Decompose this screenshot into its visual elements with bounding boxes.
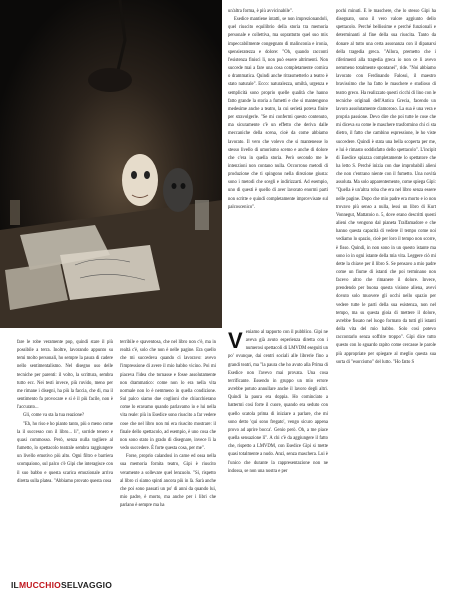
text-column-2 <box>120 339 216 569</box>
paragraph: Gli, come va sta la tua reazione? <box>23 413 85 419</box>
paragraph: eniamo al rapporto con il pubblico. Gipi ne aveva già avuto esperienza diretta con i numerosi spettacoli di LMVDM eseguiti un po' ovunque, dai centri sociali alle librerie fino a grandi teatri, ma "la paura che ho avuto alla Prima di Esedice non l'avevo mai provata. Una cosa terrificante. Essendo in gruppo un mio errore avrebbe potuto annullare anche il lavoro degli altri. Quindi la paura era doppia. Ho cominciato a battermi così forte il cuore, quando era seduto con quello scatola prima di iniziare a parlare, che mi sono detto 'qui sono fregato', vengo sicuro appena provo ad aprire bocca'. Genio però. Oh, a me piace quella sensazione lì". A chi c'è da aggiungere il fatto che, rispetto a LMVDM, con Esedice Gipi si mette quasi totalmente a nudo. Anzi, senza maschera. Lui è l'unico che durante la rappresentazione non ne indossa, se non una nostra e per <box>228 330 328 474</box>
footer-logo-part: MUCCHIO <box>18 580 61 590</box>
footer-logo-part: SELVAGGIO <box>60 580 113 590</box>
magazine-footer-logo <box>11 580 112 590</box>
text-column-1 <box>17 339 113 569</box>
paragraph: "Eh, ho riso e ho pianto tanto, più o meno come la il successo con il libro... li", sorride tenero e quasi commosso. Però, senza nulla togliere al fumetto, lo spettacolo teatrale sembra raggiungere un livello emotivo più alto. Ogni filtro e barriera scompaiono, sul palco c'è Gipi che interagisce con il suo babbo e questa scarica emozionale arriva diretta sulla platea. "Abbiamo provato questa cosa <box>17 421 113 484</box>
text-column-3-lower <box>228 329 328 579</box>
paragraph: Forse, proprio calandosi in carne ed ossa nella sua memoria fornita teatro, Gipi è riuscito veramente a sollevare quel lenzuolo. "Si, rispetto al libro ci siamo spinti ancora più in là. Sarà anche che poi sono passati un po' di anni da quando lui, mio padre, è morto, ma anche per i libri che parlano è sempre ma ha <box>120 454 216 509</box>
paragraph: pochi minuti. E le maschere, che lo stesso Gipi ha disegnato, sono il vero valore aggiunto dello spettacolo. Perché bellissime e perché funzionali e determinanti al fine della sua riuscita. Tanto da donare al tutto una certa assonanza con il dipanarsi della tragedia greca. "Allora, premetto che i riferimenti alla tragedia greca io non ce li avevo nemmeno totalmente spontanei", ride. "Noi abbiamo lavorato con Ferdinando Falossi, il maestro bravissimo che ha fatto le maschere e studioso di teatro greco. Ha realizzato questi cicchi di lino con le tecniche originali dell'Antica Grecia, facendo un lavoro assolutamente clamoroso. La sua è una vera e propria passione. Devo dire che poi tutte le cose che mi diceva su come le maschere trasformino chi ci sta dietro, il fatto che cambino espressione, le ho viste succedere. Quindi è stata una bella scoperta per me, e lui è rimasto soddisfatto dello spettacolo". L'incipit di Esedice spiazza completamente lo spettatore che ha letto S. Perché inizia con due improbabili alieni che non c'entrano niente con il fumetto. Una novità assoluta. Ma solo apparentemente, come spiega Gipi: "Quella è un'altra roba che era nel libro senza essere nelle pagine. Dopo che mio padre era morto e io non trovavo più senso a nulla, lessi un libro di Kurt Vonnegut, Mattatoio n. 5, dove erano descritti questi alieni che vengono dal pianeta Tralfamadore e che hanno questa capacità di vedere il tempo come noi vediamo lo spazio, cioè per loro il tempo non scorre, è fisso. Quindi, in non sono in un questo istante ma sono io in ogni istante della mia vita. Leggere ciò mi dette la chiave per il libro S. Se pensavo a mio padre come un fiume di istanti che poi terminano non facevo altro che rimanere il dolore. Invece, prendendo per buona questa visione aliena, avevi dovuto solo muovere gli occhi nello spazio per vedere tutte le parti della sua esistenza, non nel tempo, ma su questa gioia di mettere il dolore, avrebbe fissato nel luogo formato da tutti gli istanti della vita del mio babbo. Solo così potevo raccontarlo senza soffrire troppo". Gipi dice tutto questo con lo sguardo rapito come cercasse le parole più appropriate per spiegare al meglio questa sua sorta di "esorcismo" del lutto. "Ho fatto S <box>336 9 436 365</box>
drop-cap: V <box>228 329 243 353</box>
paragraph: fare le robe veramente pop, quindi stare il più possibile a terra. Inoltre, lavorando appunto su temi molto personali, ho sempre la paura di cadere nello sentimentalismo. Nel disegno uso delle tecniche per parenti: il volto, la scrittura, sembra tutto ecc. Nei testi invece, più ruvido, meno per me rimane i disegni, ha più la faccia, che di, ma il sentimento fa provocare e si è il più facile, non è l'accurato... <box>17 340 113 411</box>
studio-photo <box>0 0 222 328</box>
studio-photo-illustration <box>0 0 222 328</box>
text-column-3 <box>228 8 328 326</box>
text-column-4 <box>336 8 436 579</box>
footer-logo-part: IL <box>11 580 19 590</box>
paragraph: un'altra forma, è più avvicinabile". <box>228 9 293 14</box>
paragraph: terribile e spaventosa, che nel libro non c'è, ma in realtà c'è, solo che non è nelle pagine. Era quello che mi succedeva quando ci lavoravo: avevo l'impressione di avere il mio babbo vicino. Poi mi piaceva l'idea che tornasse e fosse assolutamente non drammatico: come non lo era nella vita normale non lo è nemmeno in quella condizione. Sul palco siamo due coglioni che chiacchierano come lo eravamo quando parlavamo io e lui nella vita reale: più in Esedice sono riuscito a far vedere cose che nel libro non mi era riuscito mostrare: il finale dello spettacolo, ad esempio, è uno cosa che non sono stato in grado di disegnare, invece lì la vedo succedere. È forte questa cosa, per me". <box>120 340 216 452</box>
paragraph: Esedice mantiene intatti, se non imprezionandoli, quel riuscito equilibrio della storia tra memoria personale e collettiva, ma soprattutto quel suo mix impeccabilmente congegnato di malinconia e ironia, spensieratezza e dolore: "Oh, quando racconti l'esistenza finisci lì, non può essere altrimenti. Non succede mai a fare una cosa completamente comica o drammatica. Quindi anche ritrasmetterlo a teatro è stato naturale". Ecco: naturalezza, umiltà, urgenza e semplicità sono proprio quelle qualità che hanno fatto grande la storia a fumetti e che si mantengono medesime anche a teatro, la cui serietà poteva finire per stravolgerle. "Se mi confermi questo contenuto, ma sicuramente c'è un effetto che deriva dalle meccaniche della scena, cioè da come abbiamo lavorato. Il vero che volevo che si mantenesse lo stesso livello di umorismo scemo e anche di dolore che c'era in quella storia. Però secondo me le intenzioni non contano nulla. Occorrono metodi di produzione che ti spingono nella direzione giusta: sono i metodi che scegli e indirizzarti. Ad esempio, uno di questi è quello di aver lavorato enormi parti non scritte e quindi completamente improvvisate sul palcoscenico". <box>228 17 328 210</box>
